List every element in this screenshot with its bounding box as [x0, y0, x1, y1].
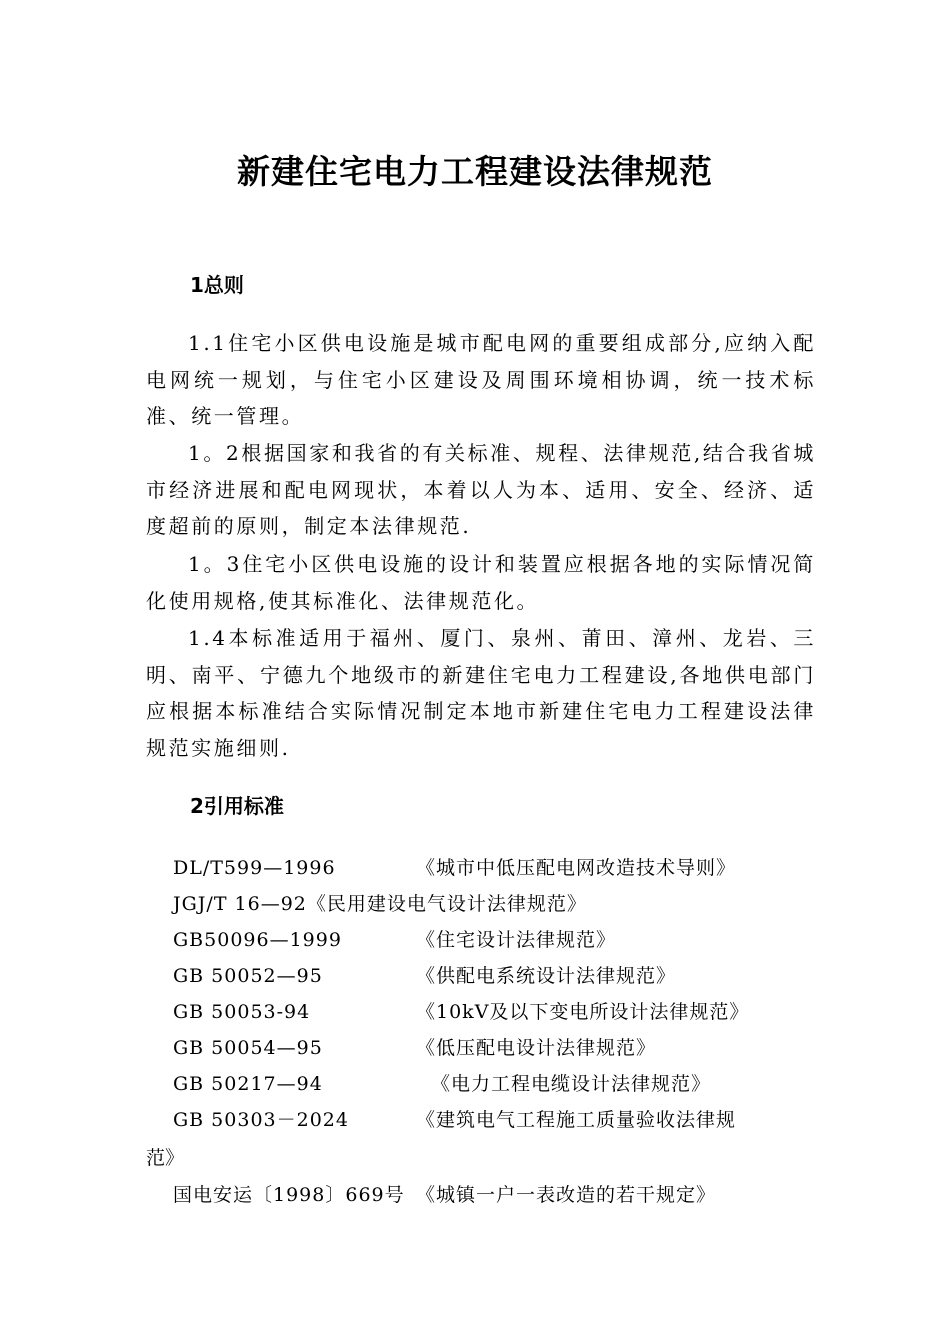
standard-item	[173, 997, 749, 1027]
standard-code: 国电安运〔1998〕669号	[173, 1184, 405, 1206]
standard-name: 《城市中低压配电网改造技术导则》	[416, 857, 737, 879]
standard-item	[173, 1069, 711, 1099]
standard-name: 《住宅设计法律规范》	[416, 929, 617, 951]
standard-name: 《10kV及以下变电所设计法律规范》	[416, 1001, 750, 1023]
standard-name-continuation: 范》	[146, 1147, 185, 1169]
standard-name: 《建筑电气工程施工质量验收法律规	[416, 1109, 737, 1131]
section-heading-general: 1总则	[190, 273, 244, 297]
standard-name: 《民用建设电气设计法律规范》	[306, 893, 587, 915]
standard-name: 《供配电系统设计法律规范》	[416, 965, 677, 987]
standard-code: JGJ/T 16—92	[173, 893, 307, 915]
standard-code: GB 50217—94	[173, 1073, 323, 1095]
paragraph-1-4: 1.4本标准适用于福州、厦门、泉州、莆田、漳州、龙岩、三明、南平、宁德九个地级市的新建住宅电力工程建设,各地供电部门应根据本标准结合实际情况制定本地市新建住宅电力工程建设法律规范实施细则.	[146, 626, 816, 760]
paragraph-1-2: 1。2根据国家和我省的有关标准、规程、法律规范,结合我省城市经济进展和配电网现状，本着以人为本、适用、安全、经济、适度超前的原则，制定本法律规范.	[146, 441, 816, 538]
paragraph-1-3: 1。3住宅小区供电设施的设计和装置应根据各地的实际情况简化使用规格,使其标准化、法律规范化。	[146, 552, 816, 613]
standard-item	[173, 1033, 656, 1063]
standard-item	[173, 1180, 716, 1210]
standard-code: GB50096—1999	[173, 929, 342, 951]
paragraph-1-1: 1.1住宅小区供电设施是城市配电网的重要组成部分,应纳入配电网统一规划，与住宅小区建设及周围环境相协调，统一技术标准、统一管理。	[146, 331, 816, 428]
standard-item	[173, 853, 736, 883]
standard-code: DL/T599—1996	[173, 857, 336, 879]
standard-item	[173, 1105, 736, 1135]
standard-name: 《城镇一户一表改造的若干规定》	[416, 1184, 717, 1206]
standard-name: 《低压配电设计法律规范》	[416, 1037, 657, 1059]
standard-code: GB 50054—95	[173, 1037, 323, 1059]
standard-code: GB 50303－2024	[173, 1109, 349, 1131]
standard-item	[173, 925, 616, 955]
standard-code: GB 50052—95	[173, 965, 323, 987]
standard-name: 《电力工程电缆设计法律规范》	[431, 1073, 712, 1095]
standard-item	[173, 889, 587, 919]
standard-code: GB 50053-94	[173, 1001, 311, 1023]
standard-item	[173, 961, 676, 991]
document-title: 新建住宅电力工程建设法律规范	[237, 152, 713, 191]
section-heading-references: 2引用标准	[190, 794, 284, 818]
